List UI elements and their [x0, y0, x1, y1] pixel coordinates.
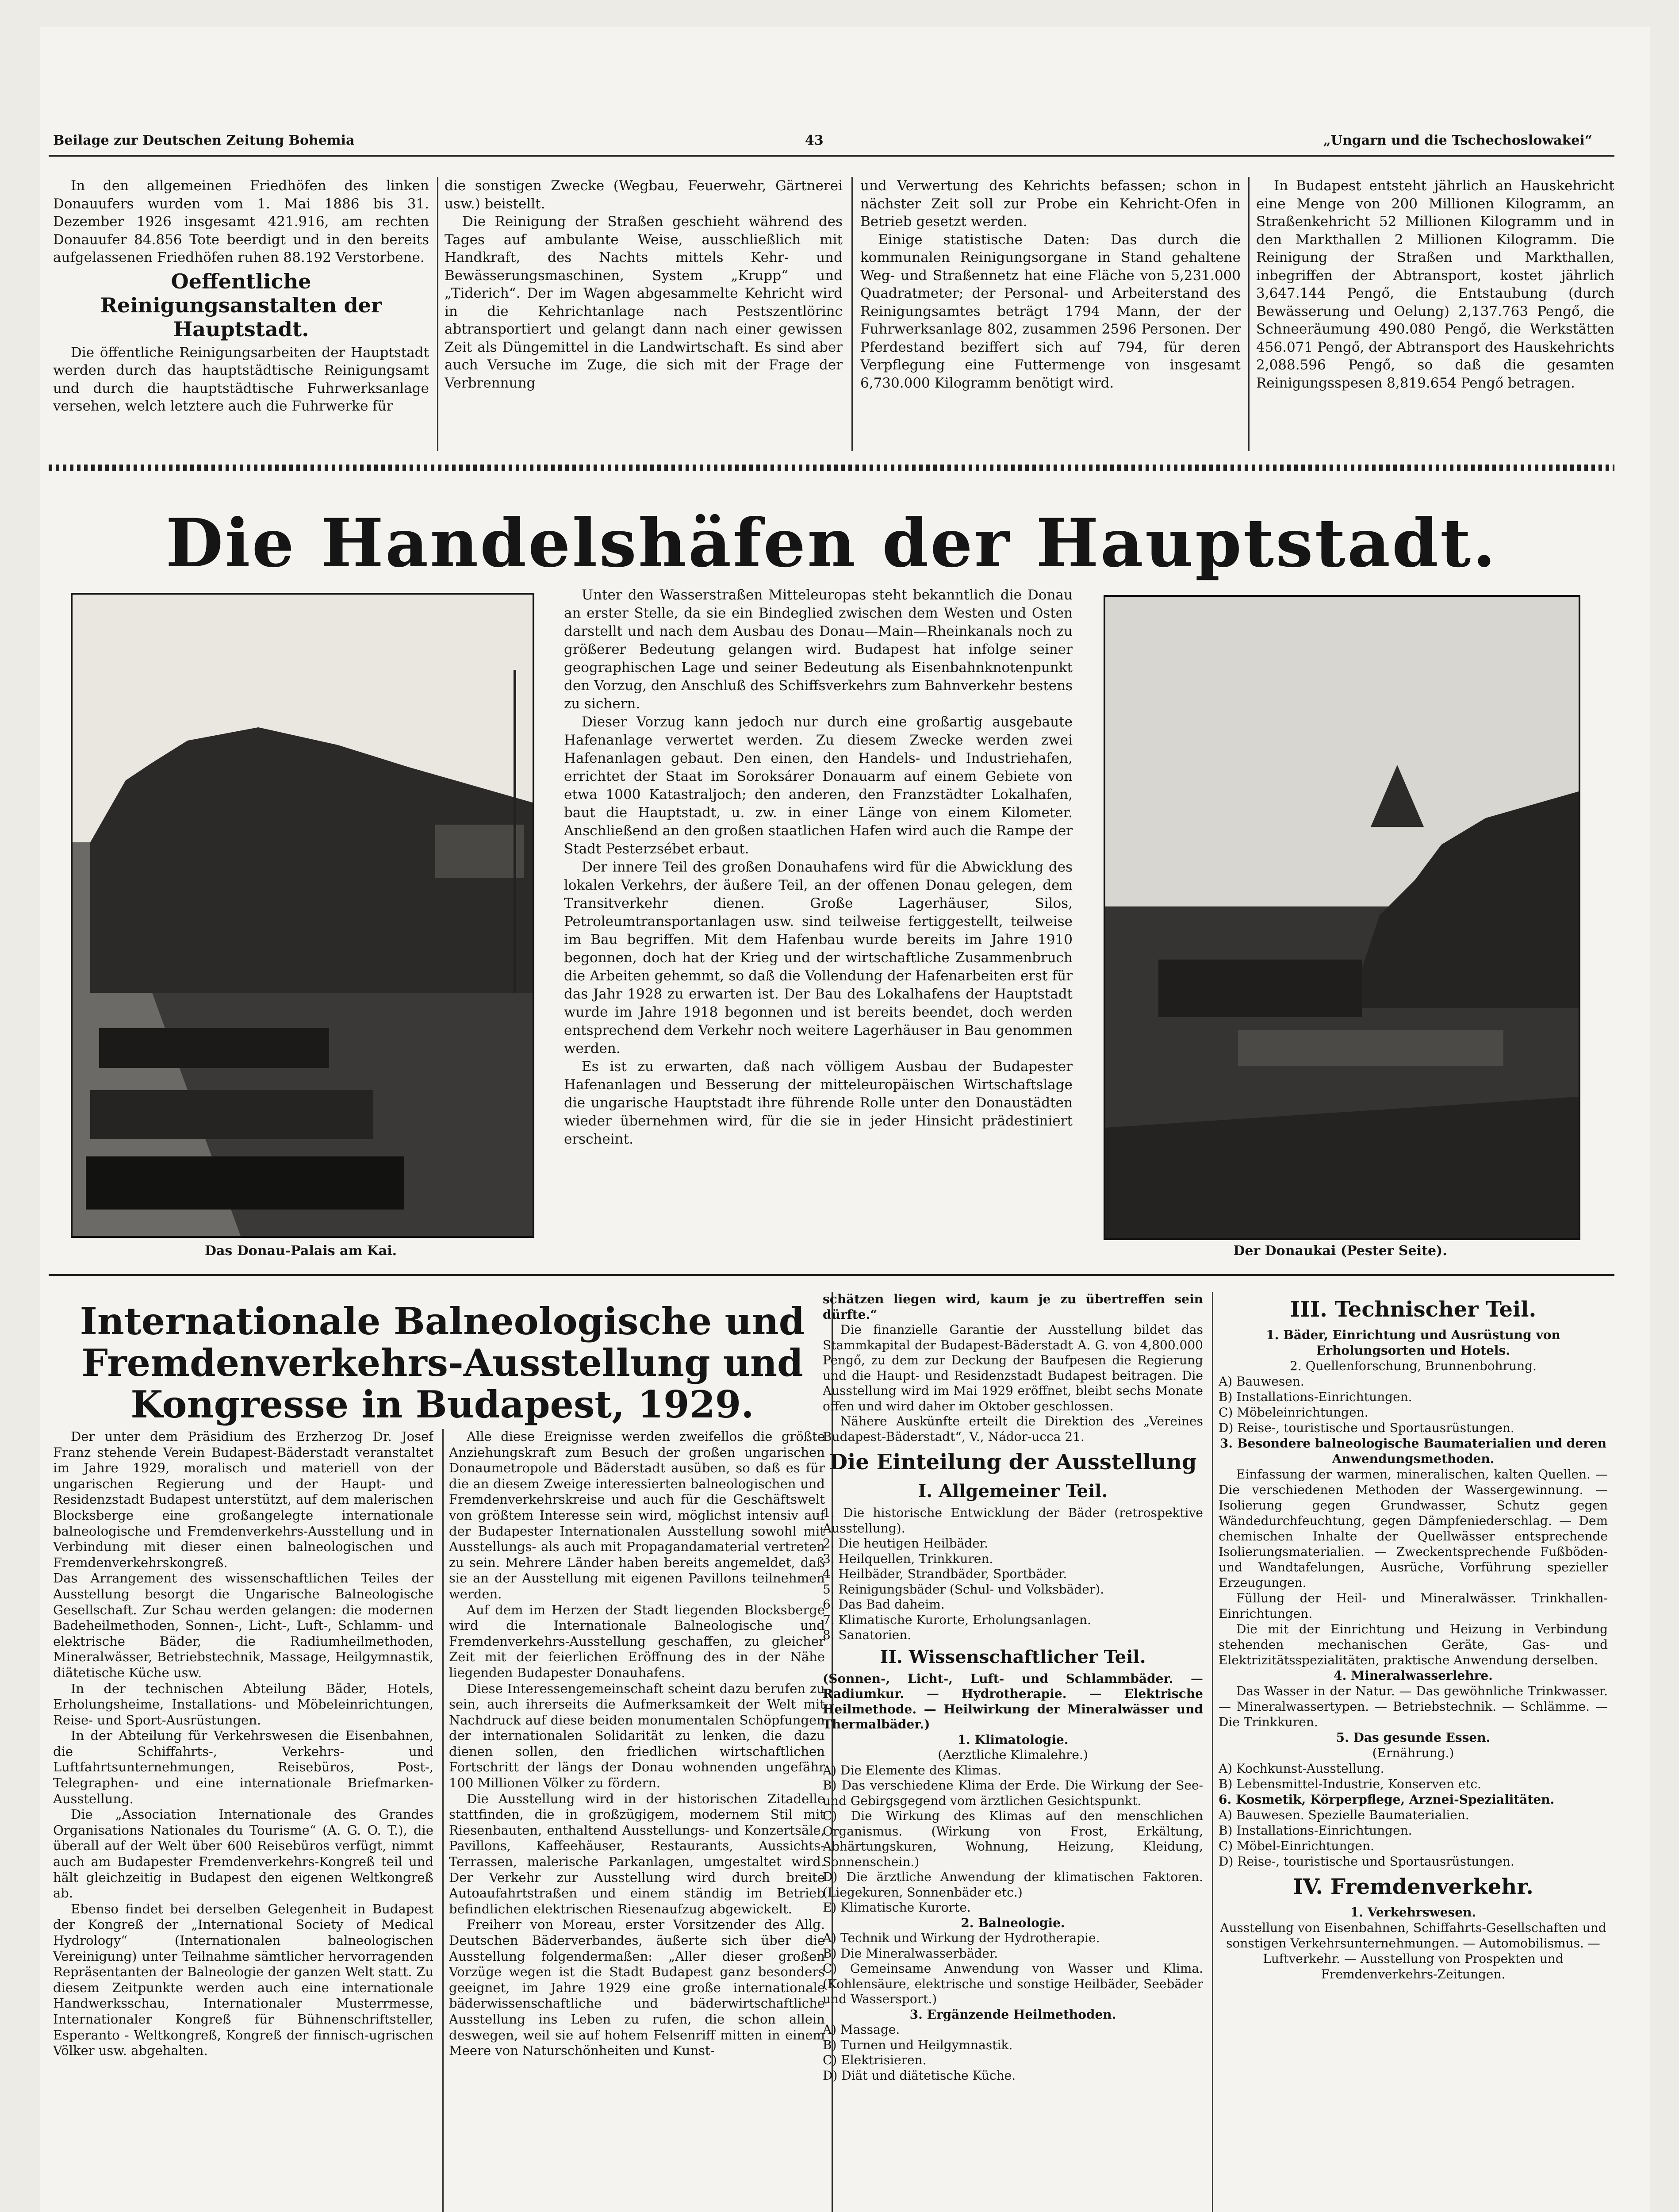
exhibition-column-2: [449, 1429, 825, 2212]
paragraph: Dieser Vorzug kann jedoch nur durch eine großartig ausgebaute Hafenanlage verwertet werden. Zu diesem Zwecke werden zwei Hafenanlagen gebaut. Den einen, den Handels- und Industriehafen, errichtet der Staat im Soroksárer Donauarm auf einem Gebiete von etwa 1000 Katastraljoch; den anderen, den Franzstädter Lokalhafen, baut die Hauptstadt, u. zw. in einer Länge von einem Kilometer. Anschließend an den großen staatlichen Hafen wird auch die Rampe der Stadt Pesterzsébet erbaut.: [564, 714, 1073, 857]
sub2-list: [823, 1931, 1203, 2007]
list-item: D) Reise-, touristische und Sportausrüstungen.: [1219, 1421, 1514, 1435]
list-item: D) Diät und diätetische Küche.: [823, 2068, 1016, 2083]
t2-list: [1219, 1374, 1608, 1436]
header-left: Beilage zur Deutschen Zeitung Bohemia: [53, 133, 355, 148]
section-title: Die Einteilung der Ausstellung: [829, 1450, 1197, 1475]
paragraph: In den allgemeinen Friedhöfen des linken Donauufers wurden vom 1. Mai 1886 bis 31. Dezember 1926 insgesamt 421.916, am rechten Donauufer 84.856 Tote beerdigt und in den bereits aufgelassenen Friedhöfen ruhen 88.192 Verstorbene.: [53, 178, 429, 265]
paragraph: (Sonnen-, Licht-, Luft- und Schlammbäder. — Radiumkur. — Hydrotherapie. — Elektrische Heilmethode. — Heilwirkung der Mineralwässer und Thermalbäder.): [823, 1671, 1203, 1732]
paragraph: schätzen liegen wird, kaum je zu übertreffen sein dürfte.“: [823, 1292, 1203, 1322]
paragraph: Diese Interessengemeinschaft scheint dazu berufen zu sein, auch ihrerseits die Aufmerksamkeit der Welt mit Nachdruck auf diese beiden monumentalen Schöpfungen der internationalen Solidarität zu lenken, die dazu dienen sollen, den friedlichen wirtschaftlichen Fortschritt der längs der Donau wohnenden ungefähr 100 Millionen Völker zu fördern.: [449, 1681, 825, 1791]
list-item: 7. Klimatische Kurorte, Erholungsanlagen.: [823, 1612, 1091, 1627]
part-title: II. Wissenschaftlicher Teil.: [880, 1646, 1146, 1667]
paragraph: und Verwertung des Kehrichts befassen; schon in nächster Zeit soll zur Probe ein Kehricht-Ofen in Betrieb gesetzt werden.: [860, 178, 1241, 230]
page-number: 43: [805, 133, 824, 148]
list-item: 5. Reinigungsbäder (Schul- und Volksbäder).: [823, 1582, 1104, 1597]
list-item: C) Die Wirkung des Klimas auf den menschlichen Organismus. (Wirkung von Frost, Erkältung, Abhärtungskuren, Wohnung, Heizung, Kleidung, Sonnenschein.): [823, 1809, 1203, 1869]
column-divider: [1212, 1292, 1213, 2212]
list-item: A) Technik und Wirkung der Hydrotherapie.: [823, 1931, 1100, 1945]
feature-title: Die Handelshäfen der Hauptstadt.: [165, 504, 1498, 582]
paragraph: Die Ausstellung wird in der historischen Zitadelle stattfinden, die in großzügigem, modernem Stil mit Riesenbauten, enthaltend Ausstellungs- und Konzertsäle, Pavillons, Kaffeehäuser, Restaurants, Aussichts-Terrassen, malerische Parkanlagen, umgestaltet wird. Der Verkehr zur Ausstellung wird durch breite Autoaufahrtstraßen und einem ständig im Betrieb befindlichen elektrischen Riesenaufzug abgewickelt.: [449, 1791, 825, 1916]
header-rule: [49, 155, 1614, 157]
photo-donaukai: [1104, 595, 1580, 1240]
list-item: A) Kochkunst-Ausstellung.: [1219, 1761, 1384, 1776]
section-rule: [49, 1274, 1614, 1276]
paragraph: Einfassung der warmen, mineralischen, kalten Quellen. — Die verschiedenen Methoden der Wassergewinnung. — Isolierung gegen Grundwasser, Schutz gegen Wändedurchfeuchtung, gegen Dämpfeniederschlag. — Dem chemischen Inhalte der Quellwässer entsprechende Isolierungsmaterialien. — Zweckentsprechende Fußböden- und Wandtafelungen, Ausrüche, Vorführung spezieller Erzeugungen.: [1219, 1467, 1608, 1590]
paragraph: Nähere Auskünfte erteilt die Direktion des „Vereines Budapest-Bäderstadt“, V., Nádor-ucca 21.: [823, 1414, 1203, 1444]
photo-donaukai-image: [1105, 597, 1579, 1238]
column-divider: [1248, 177, 1250, 451]
list-item: C) Elektrisieren.: [823, 2053, 927, 2067]
paragraph: Unter den Wasserstraßen Mitteleuropas steht bekanntlich die Donau an erster Stelle, da sie ein Bindeglied zwischen dem Westen und Osten darstellt und nach dem Ausbau des Donau—Main—Rheinkanals noch zu größerer Bedeutung gelangen wird. Budapest hat infolge seiner geographischen Lage und seiner Bedeutung als Eisenbahnknotenpunkt den Vorzug, den Anschluß des Schiffsverkehrs zum Bahnverkehr bestens zu sichern.: [564, 587, 1073, 712]
paragraph: Es ist zu erwarten, daß nach völligem Ausbau der Budapester Hafenanlagen und Besserung der mitteleuropäischen Wirtschaftslage die ungarische Hauptstadt ihre führende Rolle unter den Donaustädten wieder übernehmen wird, für die sie in jeder Hinsicht prädestiniert erscheint.: [564, 1059, 1073, 1147]
part-title: III. Technischer Teil.: [1290, 1297, 1537, 1322]
list-item: B) Installations-Einrichtungen.: [1219, 1823, 1412, 1838]
list-item: A) Bauwesen.: [1219, 1374, 1304, 1389]
caption-right: Der Donaukai (Pester Seite).: [1233, 1243, 1447, 1259]
paragraph: Der unter dem Präsidium des Erzherzog Dr. Josef Franz stehende Verein Budapest-Bäderstadt veranstaltet im Jahre 1929, moralisch und materiell von der ungarischen Regierung und der Haupt- und Residenzstadt Budapest unterstützt, auf dem malerischen Blocksberge eine großangelegte internationale balneologische und Fremdenverkehrs-Ausstellung und in Verbindung mit dieser einen balneologischen und Fremdenverkehrskongreß.: [53, 1429, 433, 1570]
list-item: E) Klimatische Kurorte.: [823, 1900, 971, 1915]
column-divider: [442, 1429, 444, 2212]
list-item: B) Das verschiedene Klima der Erde. Die Wirkung der See- und Gebirgsgegend vom ärztlichen Gesichtspunkt.: [823, 1778, 1203, 1808]
photo-donau-palais-image: [73, 595, 533, 1236]
section-heading: Oeffentliche Reinigungsanstalten der Hauptstadt.: [100, 269, 382, 341]
subsection-title: 5. Das gesunde Essen.: [1336, 1730, 1491, 1745]
exhibition-column-3: [823, 1292, 1203, 2212]
paragraph: Das Arrangement des wissenschaftlichen Teiles der Ausstellung besorgt die Ungarische Balneologische Gesellschaft. Zur Schau werden gelangen: die modernen Badeheilmethoden, Sonnen-, Licht-, Luft-, Schlamm- und elektrische Bäder, die Radiumheilmethoden, Mineralwässer, Betriebstechnik, Massage, Heilgymnastik, diätetische Küche usw.: [53, 1571, 433, 1680]
list-item: A) Bauwesen. Spezielle Baumaterialien.: [1219, 1808, 1469, 1822]
top-column-2: [445, 177, 843, 451]
subsection-note: (Aerztliche Klimalehre.): [938, 1747, 1088, 1762]
paragraph: 2. Quellenforschung, Brunnenbohrung.: [1290, 1359, 1537, 1373]
list-item: 8. Sanatorien.: [823, 1628, 912, 1642]
subsection-title: 2. Balneologie.: [961, 1915, 1065, 1930]
t6-list: [1219, 1807, 1608, 1869]
list-item: D) Die ärztliche Anwendung der klimatischen Faktoren. (Liegekuren, Sonnenbäder etc.): [823, 1870, 1203, 1900]
ornamental-rule: [49, 465, 1614, 471]
subsection-title: 6. Kosmetik, Körperpflege, Arznei-Spezialitäten.: [1219, 1792, 1555, 1807]
column-divider: [437, 177, 438, 451]
photo-donau-palais: [71, 593, 534, 1238]
header-right: „Ungarn und die Tschechoslowakei“: [1323, 133, 1592, 148]
running-header: [53, 133, 1592, 150]
paragraph: Ebenso findet bei derselben Gelegenheit in Budapest der Kongreß der „International Society of Medical Hydrology“ (Internationalen balneologischen Vereinigung) unter Teilnahme sämtlicher hervorragenden Repräsentanten der Balneologie der ganzen Welt statt. Zu diesem Zeitpunkte werden auch eine internationale Handwerksschau, Internationaler Musterrmesse, Internationaler Kongreß für Bühnenschriftsteller, Esperanto - Weltkongreß, Kongreß der finnisch-ugrischen Völker usw. abgehalten.: [53, 1901, 433, 2058]
exhibition-title: Internationale Balneologische und Fremdenverkehrs-Ausstellung und Kongresse in Budapest, 1929.: [80, 1299, 805, 1426]
list-item: B) Die Mineralwasserbäder.: [823, 1946, 998, 1961]
feature-text-column: [564, 586, 1073, 1267]
top-column-4: [1256, 177, 1614, 451]
list-item: 3. Heilquellen, Trinkkuren.: [823, 1551, 993, 1566]
list-item: 6. Das Bad daheim.: [823, 1597, 945, 1612]
paragraph: Die öffentliche Reinigungsarbeiten der Hauptstadt werden durch das hauptstädtische Reinigungsamt und durch die hauptstädtische Fuhrwerksanlage versehen, welch letztere auch die Fuhrwerke für: [53, 344, 429, 414]
paragraph: die sonstigen Zwecke (Wegbau, Feuerwehr, Gärtnerei usw.) beistellt.: [445, 178, 843, 212]
list-item: 2. Die heutigen Heilbäder.: [823, 1536, 988, 1551]
paragraph: Die „Association Internationale des Grandes Organisations Nationales du Tourisme“ (A. G. O. T.), die überall auf der Welt über 600 Reisebüros verfügt, nimmt auch am Budapester Fremdenverkehrs-Kongreß teil und hält gleichzeitig in Budapest den eigenen Weltkongreß ab.: [53, 1807, 433, 1901]
paragraph: Füllung der Heil- und Mineralwässer. Trinkhallen-Einrichtungen.: [1219, 1591, 1608, 1621]
t5-list: [1219, 1761, 1608, 1792]
column-divider: [851, 177, 853, 451]
list-item: A) Massage.: [823, 2022, 900, 2037]
sub3-list: [823, 2022, 1203, 2083]
paragraph: In der technischen Abteilung Bäder, Hotels, Erholungsheime, Installations- und Möbeleinrichtungen, Reise- und Sport-Ausrüstungen.: [53, 1681, 433, 1728]
top-column-1: [53, 177, 429, 451]
top-column-3: [860, 177, 1241, 451]
subsection-note: (Ernährung.): [1372, 1746, 1454, 1760]
list-item: C) Gemeinsame Anwendung von Wasser und Klima. (Kohlensäure, elektrische und sonstige Heilbäder, Seebäder und Wassersport.): [823, 1961, 1203, 2006]
subsection-title: 3. Ergänzende Heilmethoden.: [909, 2007, 1116, 2022]
list-item: C) Möbeleinrichtungen.: [1219, 1405, 1368, 1420]
list-item: B) Lebensmittel-Industrie, Konserven etc.: [1219, 1777, 1481, 1791]
paragraph: Freiherr von Moreau, erster Vorsitzender des Allg. Deutschen Bäderverbandes, äußerte sich über die Ausstellung folgendermaßen: „Aller dieser großen Vorzüge wegen ist die Stadt Budapest ganz besonders geeignet, im Jahre 1929 eine große internationale bäderwissenschaftliche und bäderwirtschaftliche Ausstellung ins Leben zu rufen, die schon allein deswegen, weil sie auf hohem Felsenriff mitten in einem Meere von Naturschönheiten und Kunst-: [449, 1917, 825, 2058]
paragraph: Die finanzielle Garantie der Ausstellung bildet das Stammkapital der Budapest-Bäderstadt A. G. von 4,800.000 Pengő, zu dem zur Deckung der Baufpesen die Regierung und die Haupt- und Residenzstadt Budapest beitragen. Die Ausstellung wird im Mai 1929 eröffnet, bleibt sechs Monate offen und wird daher im Oktober geschlossen.: [823, 1322, 1203, 1413]
paragraph: Einige statistische Daten: Das durch die kommunalen Reinigungsorgane in Stand gehaltene Weg- und Straßennetz hat eine Fläche von 5,231.000 Quadratmeter; der Personal- und Arbeiterstand des Reinigungsamtes beträgt 1794 Mann, der der Fuhrwerksanlage 802, zusammen 2596 Personen. Der Pferdestand beziffert sich auf 794, für deren Verpflegung eine Futtermenge von insgesamt 6,730.000 Kilogramm benötigt wird.: [860, 231, 1241, 391]
exhibition-column-4: [1219, 1292, 1608, 2212]
subsection-title: 1. Klimatologie.: [957, 1732, 1069, 1747]
paragraph: Auf dem im Herzen der Stadt liegenden Blocksberge wird die Internationale Balneologische und Fremdenverkehrs-Ausstellung geschaffen, zu gleicher Zeit mit der feierlichen Eröffnung des in der Nähe liegenden Budapester Donauhafens.: [449, 1602, 825, 1680]
list-item: B) Installations-Einrichtungen.: [1219, 1390, 1412, 1404]
list-item: D) Reise-, touristische und Sportausrüstungen.: [1219, 1854, 1514, 1869]
list-item: 4. Heilbäder, Strandbäder, Sportbäder.: [823, 1567, 1067, 1581]
paragraph: Das Wasser in der Natur. — Das gewöhnliche Trinkwasser. — Mineralwassertypen. — Betriebstechnik. — Schlämme. — Die Trinkkuren.: [1219, 1684, 1608, 1729]
paragraph: Der innere Teil des großen Donauhafens wird für die Abwicklung des lokalen Verkehrs, der äußere Teil, an der offenen Donau gelegen, dem Transitverkehr dienen. Große Lagerhäuser, Silos, Petroleumtransportanlagen usw. sind teilweise fertiggestellt, teilweise im Bau begriffen. Mit dem Hafenbau wurde bereits im Jahre 1910 begonnen, doch hat der Krieg und der wirtschaftliche Zusammenbruch die Arbeiten gehemmt, so daß die Vollendung der Hafenarbeiten erst für das Jahr 1928 zu erwarten ist. Der Bau des Lokalhafens der Hauptstadt wurde im Jahre 1918 begonnen und ist bereits beendet, doch werden entsprechend dem Verkehr noch weitere Lagerhäuser in Bau genommen werden.: [564, 859, 1073, 1056]
subsection-title: 4. Mineralwasserlehre.: [1334, 1668, 1493, 1683]
sub1-list: [823, 1763, 1203, 1916]
part-title: IV. Fremdenverkehr.: [1293, 1874, 1533, 1899]
list-item: B) Turnen und Heilgymnastik.: [823, 2037, 1013, 2052]
paragraph: Alle diese Ereignisse werden zweifellos die größte Anziehungskraft zum Besuch der großen ungarischen Donaumetropole und Bäderstadt ausüben, so daß es für die an diesem Zweige interessierten balneologischen und Fremdenverkehrskreise und auch für die Geschäftswelt von größtem Interesse sein wird, möglichst intensiv auf der Budapester Internationalen Ausstellung sowohl mit Ausstellungs- als auch mit Propagandamaterial vertreten zu sein. Mehrere Länder haben bereits angemeldet, daß sie an der Ausstellung mit eigenen Pavillons teilnehmen werden.: [449, 1429, 825, 1601]
part-title: I. Allgemeiner Teil.: [918, 1481, 1108, 1502]
paragraph: In Budapest entsteht jährlich an Hauskehricht eine Menge von 200 Millionen Kilogramm, an Straßenkehricht 52 Millionen Kilogramm und in den Markthallen 2 Millionen Kilogramm. Die Reinigung der Straßen und Markthallen, inbegriffen der Abtransport, kostet jährlich 3,647.144 Pengő, die Entstaubung (durch Bewässerung und Oelung) 2,137.763 Pengő, die Schneeräumung 490.080 Pengő, die Werkstätten 456.071 Pengő, der Abtransport des Hauskehrichts 2,088.596 Pengő, so daß die gesamten Reinigungsspesen 8,819.654 Pengő betragen.: [1256, 178, 1614, 391]
paragraph: 3. Besondere balneologische Baumaterialien und deren Anwendungsmethoden.: [1219, 1436, 1607, 1466]
paragraph: Die mit der Einrichtung und Heizung in Verbindung stehenden mechanischen Geräte, Gas- und Elektrizitätsspezialitäten, praktische Anwendung derselben.: [1219, 1622, 1608, 1667]
part1-list: [823, 1505, 1203, 1643]
paragraph: Ausstellung von Eisenbahnen, Schiffahrts-Gesellschaften und sonstigen Verkehrsunternehmungen. — Automobilismus. — Luftverkehr. — Ausstellung von Prospekten und Fremdenverkehrs-Zeitungen.: [1220, 1920, 1606, 1982]
exhibition-column-1: [53, 1429, 433, 2212]
list-item: 1. Die historische Entwicklung der Bäder (retrospektive Ausstellung).: [823, 1505, 1203, 1536]
paragraph: 1. Bäder, Einrichtung und Ausrüstung von Erholungsorten und Hotels.: [1266, 1328, 1560, 1358]
list-item: C) Möbel-Einrichtungen.: [1219, 1839, 1374, 1853]
paragraph: Die Reinigung der Straßen geschieht während des Tages auf ambulante Weise, ausschließlich mit Handkraft, des Nachts mittels Kehr- und Bewässerungsmaschinen, System „Krupp“ und „Tiderich“. Der im Wagen abgesammelte Kehricht wird in die Kehrichtanlage nach Pestszentlörinc abtransportiert und gelangt dann nach einer gewissen Zeit als Düngemittel in die Landwirtschaft. Es sind aber auch Versuche im Zuge, die sich mit der Frage der Verbrennung: [445, 214, 843, 391]
list-item: A) Die Elemente des Klimas.: [823, 1763, 1001, 1778]
caption-left: Das Donau-Palais am Kai.: [204, 1243, 397, 1259]
paragraph: In der Abteilung für Verkehrswesen die Eisenbahnen, die Schiffahrts-, Verkehrs- und Luftfahrtsunternehmungen, Reisebüros, Post-, Telegraphen- und eine internationale Briefmarken-Ausstellung.: [53, 1728, 433, 1806]
subsection-title: 1. Verkehrswesen.: [1350, 1905, 1476, 1920]
